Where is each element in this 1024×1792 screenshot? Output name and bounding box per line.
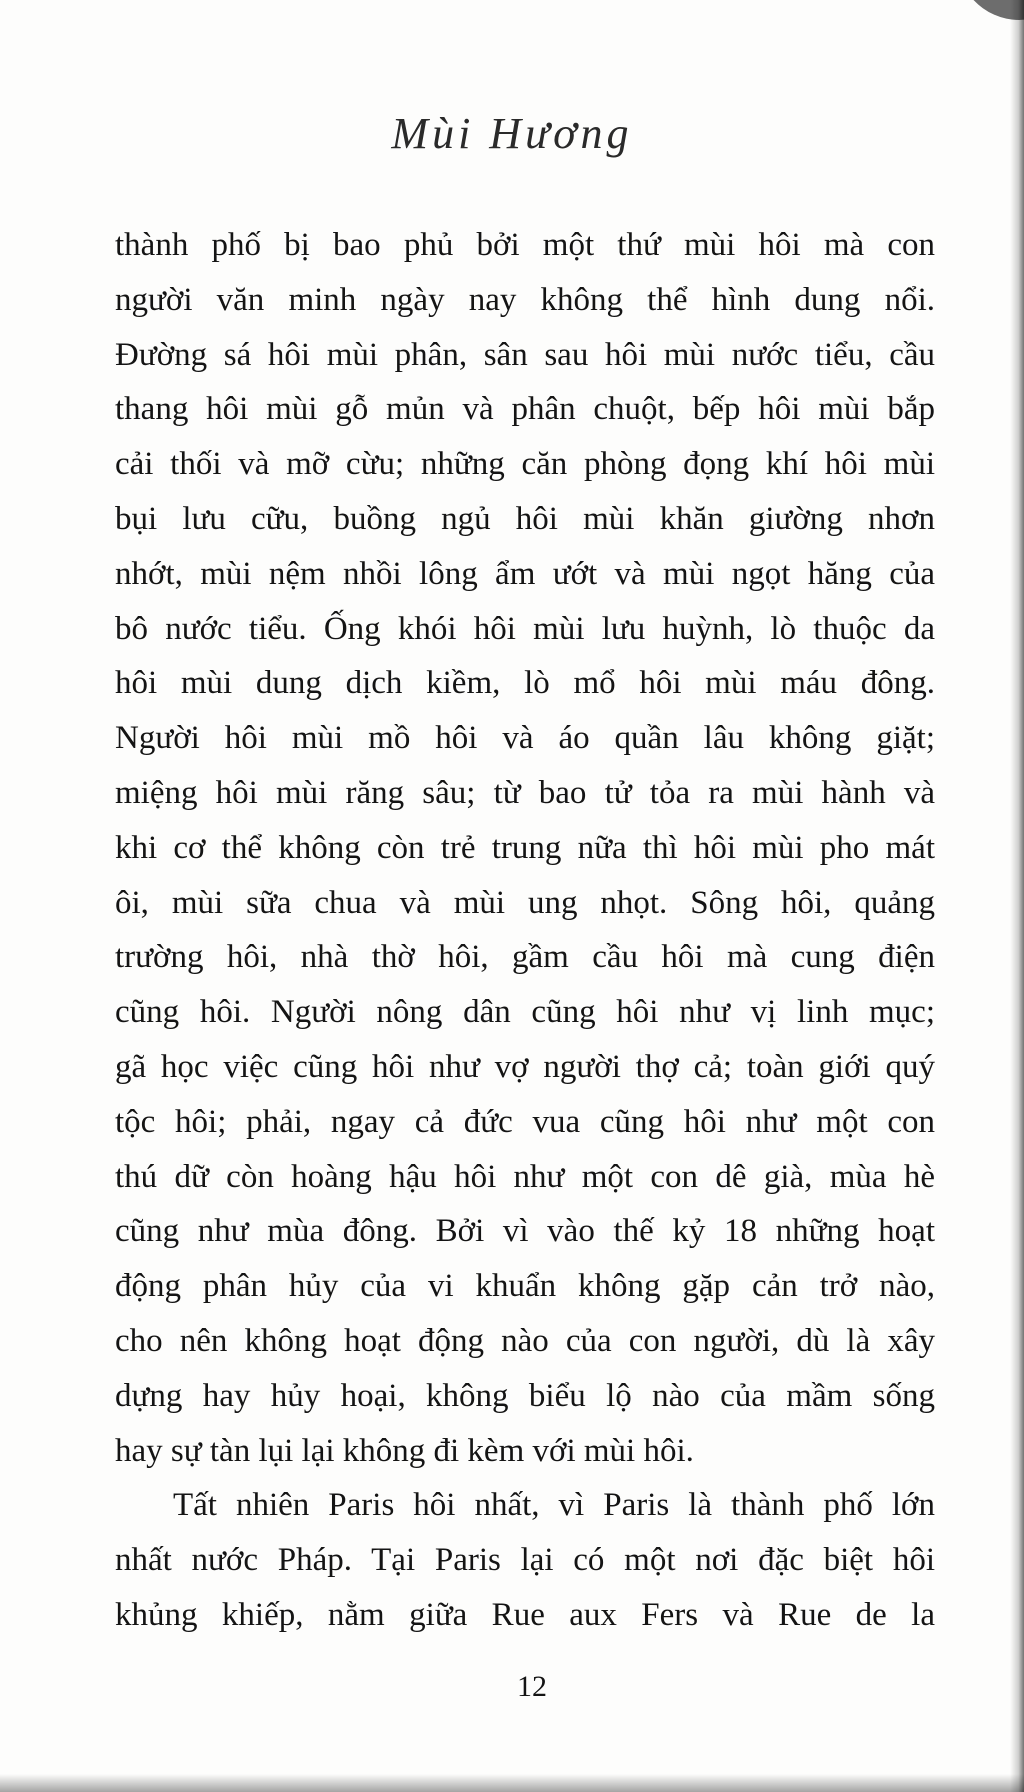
body-text (115, 218, 935, 1643)
text-line: người văn minh ngày nay không thể hình dung nổi. (115, 281, 935, 318)
text-line: trường hôi, nhà thờ hôi, gầm cầu hôi mà cung điện (115, 939, 935, 976)
text-line: cũng như mùa đông. Bởi vì vào thế kỷ 18 những hoạt (115, 1213, 935, 1250)
text-line: thú dữ còn hoàng hậu hôi như một con dê già, mùa hè (115, 1158, 935, 1195)
text-line: nhất nước Pháp. Tại Paris lại có một nơi đặc biệt hôi (115, 1542, 935, 1579)
running-header-title: Mùi Hương (391, 109, 633, 158)
text-line: hôi mùi dung dịch kiềm, lò mổ hôi mùi máu đông. (115, 665, 935, 702)
text-line: thang hôi mùi gỗ mủn và phân chuột, bếp hôi mùi bắp (115, 391, 935, 428)
page-edge-shadow-bottom (0, 1774, 1024, 1792)
text-line: nhớt, mùi nệm nhồi lông ẩm ướt và mùi ngọt hăng của (115, 555, 935, 592)
text-line: Người hôi mùi mồ hôi và áo quần lâu không giặt; (115, 720, 935, 757)
text-line: khi cơ thể không còn trẻ trung nữa thì hôi mùi pho mát (115, 829, 935, 866)
text-line: bụi lưu cữu, buồng ngủ hôi mùi khăn giường nhơn (115, 500, 935, 537)
text-line-paragraph-end: hay sự tàn lụi lại không đi kèm với mùi hôi. (115, 1432, 694, 1469)
text-line: thành phố bị bao phủ bởi một thứ mùi hôi mà con (115, 227, 935, 263)
text-line: cũng hôi. Người nông dân cũng hôi như vị linh mục; (115, 994, 935, 1031)
text-line: miệng hôi mùi răng sâu; từ bao tử tỏa ra mùi hành và (115, 774, 935, 811)
text-line: ôi, mùi sữa chua và mùi ung nhọt. Sông hôi, quảng (115, 884, 935, 921)
text-line: tộc hôi; phải, ngay cả đức vua cũng hôi như một con (115, 1103, 935, 1140)
text-line: động phân hủy của vi khuẩn không gặp cản trở nào, (115, 1268, 935, 1305)
text-line-paragraph-start: Tất nhiên Paris hôi nhất, vì Paris là thành phố lớn (173, 1487, 935, 1524)
text-line: Đường sá hôi mùi phân, sân sau hôi mùi nước tiểu, cầu (115, 336, 935, 373)
page-edge-shadow-right (1010, 0, 1024, 1792)
text-line: cho nên không hoạt động nào của con người, dù là xây (115, 1322, 935, 1359)
text-line: dựng hay hủy hoại, không biểu lộ nào của mầm sống (115, 1377, 935, 1414)
text-line: cải thối và mỡ cừu; những căn phòng đọng khí hôi mùi (115, 446, 935, 483)
text-line: gã học việc cũng hôi như vợ người thợ cả; toàn giới quý (115, 1048, 935, 1085)
page-number: 12 (517, 1670, 547, 1703)
text-line: khủng khiếp, nằm giữa Rue aux Fers và Rue de la (115, 1596, 935, 1633)
text-line: bô nước tiểu. Ống khói hôi mùi lưu huỳnh, lò thuộc da (115, 610, 935, 647)
